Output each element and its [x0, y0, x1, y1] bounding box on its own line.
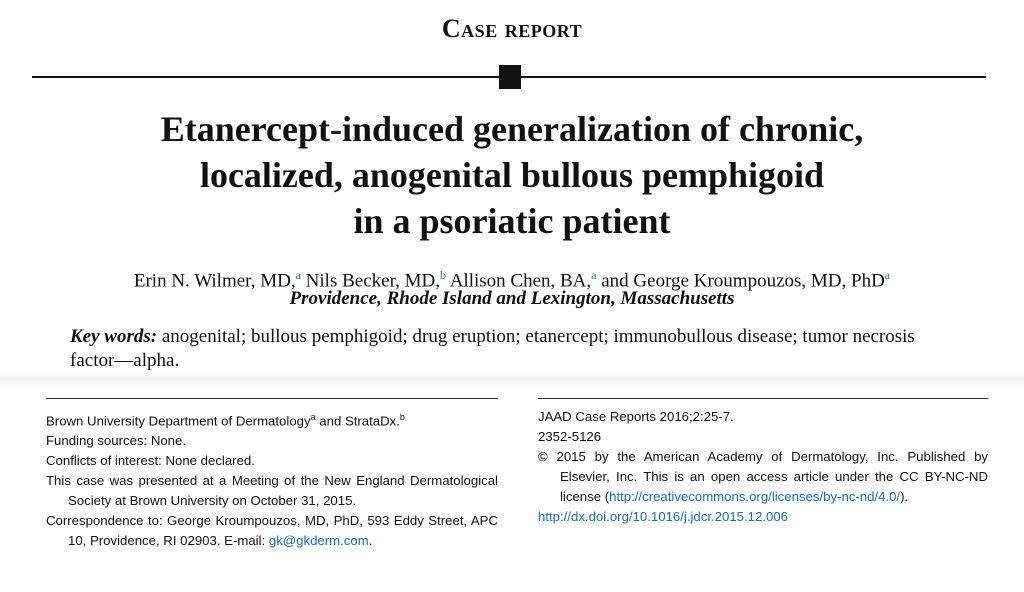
keywords-label: Key words:: [70, 326, 158, 347]
author-affiliation-mark[interactable]: a: [295, 268, 301, 282]
license-link[interactable]: http://creativecommons.org/licenses/by-nc-nd/4.0/: [609, 489, 901, 504]
author-name: and George Kroumpouzos, MD, PhD: [601, 270, 885, 292]
author-affiliation-mark[interactable]: b: [440, 268, 446, 282]
author-name: Nils Becker, MD,: [305, 270, 440, 292]
section-label: Case report: [441, 14, 583, 43]
title-line: in a psoriatic patient: [353, 201, 671, 241]
correspondence-end: .: [368, 533, 373, 549]
conflicts-note: Conflicts of interest: None declared.: [46, 453, 255, 469]
funding-note: Funding sources: None.: [46, 433, 187, 449]
author-name: Allison Chen, BA,: [449, 270, 592, 292]
author-location: Providence, Rhode Island and Lexington, Massachusetts: [289, 288, 735, 309]
email-link[interactable]: gk@gkderm.com: [268, 533, 369, 549]
copyright-end: ).: [900, 489, 909, 504]
header-rule-square: [499, 65, 521, 89]
doi-link[interactable]: http://dx.doi.org/10.1016/j.jdcr.2015.12.006: [538, 509, 789, 524]
author-name: Erin N. Wilmer, MD,: [133, 270, 296, 292]
footnote-rule: [46, 398, 498, 399]
keywords-list: anogenital; bullous pemphigoid; drug eruption; etanercept; immunobullous disease; tumor necrosis factor—alpha.: [70, 326, 915, 371]
keywords: [70, 325, 950, 373]
affiliation-mark: a: [310, 412, 316, 422]
journal-citation: JAAD Case Reports 2016;2:25-7.: [538, 409, 734, 424]
footnote-rule: [538, 398, 988, 399]
title-line: Etanercept-induced generalization of chronic,: [160, 109, 864, 149]
doi-row: [538, 507, 988, 527]
affiliations: [46, 407, 498, 431]
footnotes-left: [46, 398, 498, 551]
footnotes-right: [538, 398, 988, 527]
issn: 2352-5126: [538, 429, 602, 444]
correspondence-text: Correspondence to: George Kroumpouzos, MD, PhD, 593 Eddy Street, APC 10, Providence, RI 02903. E-mail:: [46, 513, 498, 549]
title-line: localized, anogenital bullous pemphigoid: [199, 155, 825, 195]
copyright-note: [538, 447, 988, 507]
affiliation-mark: b: [399, 412, 405, 422]
affiliation-text: Brown University Department of Dermatology: [46, 413, 311, 429]
copyright-text: © 2015 by the American Academy of Dermatology, Inc. Published by Elsevier, Inc. This is an open access article under the CC BY-NC-ND license (: [538, 449, 988, 504]
author-affiliation-mark[interactable]: a: [884, 268, 891, 282]
author-affiliation-mark[interactable]: a: [591, 268, 597, 282]
article-title: [0, 106, 1024, 244]
correspondence-note: [46, 511, 498, 551]
affiliation-text: and StrataDx.: [315, 413, 400, 429]
presentation-note: This case was presented at a Meeting of the New England Dermatological Society at Brown University on October 31, 2015.: [46, 473, 498, 509]
scan-artifact-band: [0, 372, 1024, 386]
